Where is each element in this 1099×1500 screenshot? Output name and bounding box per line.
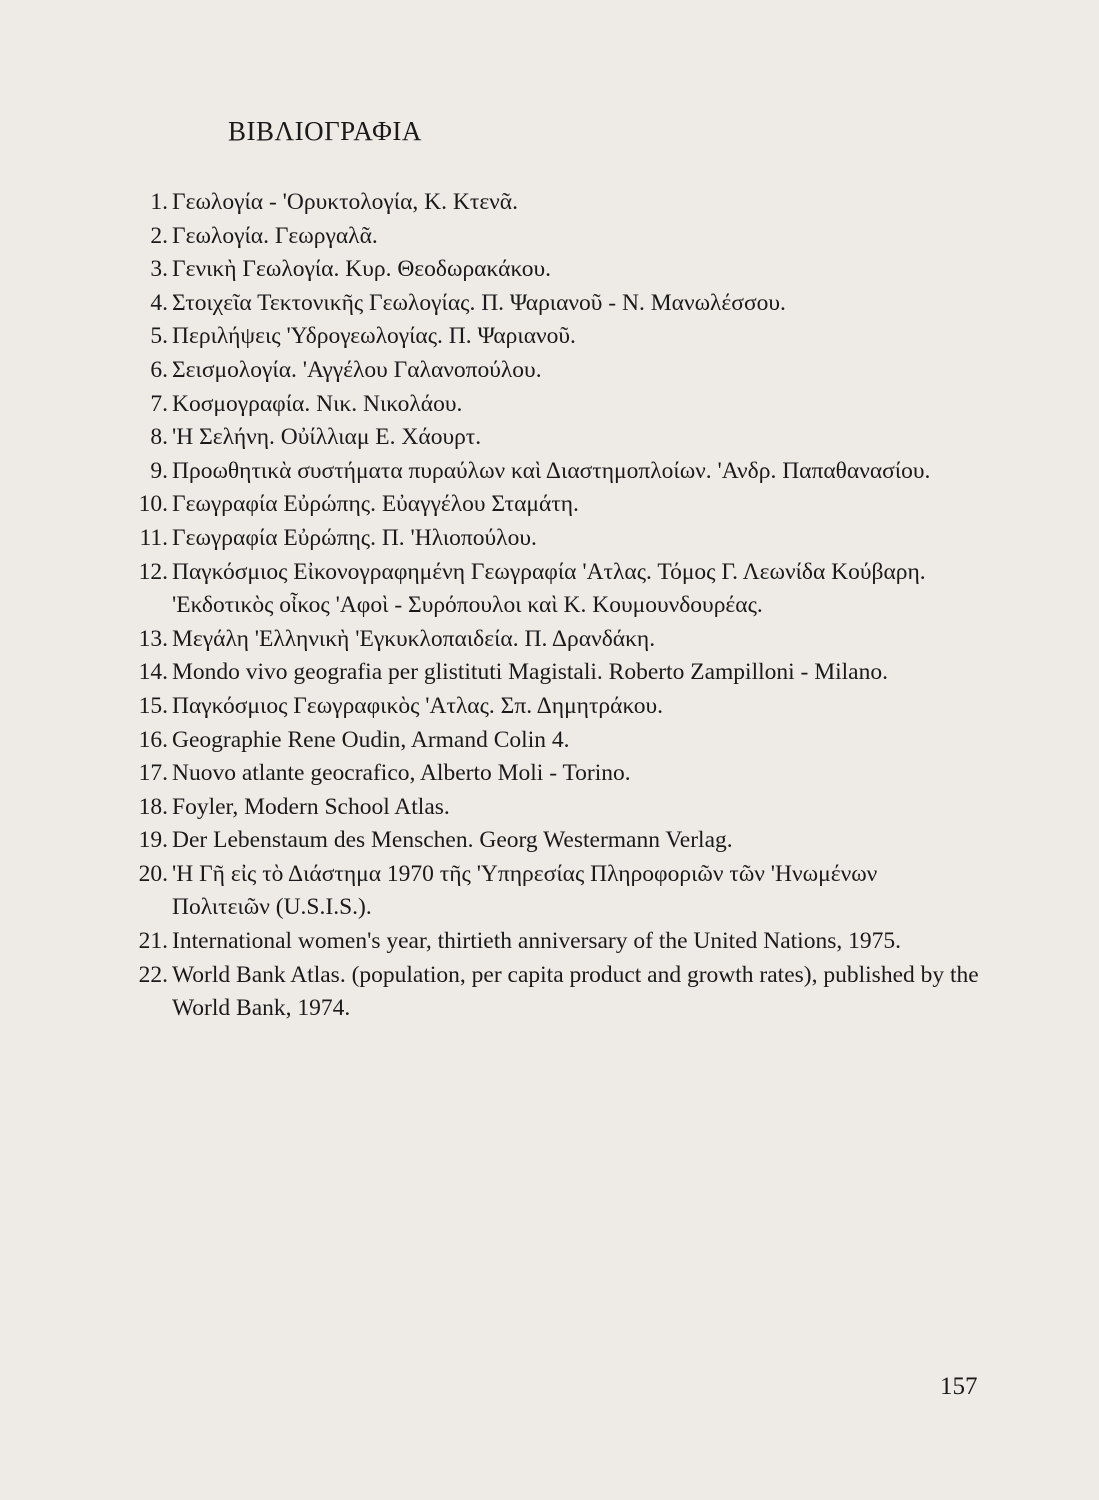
entry-text: Μεγάλη 'Ελληνικὴ 'Εγκυκλοπαιδεία. Π. Δρανδάκη. bbox=[172, 625, 656, 652]
entry-text: Γεωλογία - 'Ορυκτολογία, Κ. Κτενᾶ. bbox=[172, 189, 518, 215]
entry-number: 10. bbox=[138, 491, 168, 518]
entry-number: 13. bbox=[138, 625, 168, 652]
bibliography-entry bbox=[0, 522, 1099, 556]
entry-text: Mondo vivo geografia per glistituti Magistali. Roberto Zampilloni - Milano. bbox=[172, 659, 888, 686]
entry-number: 21. bbox=[138, 928, 168, 955]
entry-text: Der Lebenstaum des Menschen. Georg Westermann Verlag. bbox=[172, 827, 733, 854]
bibliography-entry bbox=[0, 253, 1099, 287]
bibliography-entry bbox=[0, 488, 1099, 522]
entry-number: 22. bbox=[138, 961, 168, 988]
entry-number: 6. bbox=[150, 356, 168, 383]
entry-number: 2. bbox=[150, 222, 168, 249]
entry-number: 15. bbox=[138, 692, 168, 719]
entry-text: World Bank Atlas. (population, per capita product and growth rates), published by the World Bank, 1974. bbox=[172, 961, 979, 1022]
entry-number: 20. bbox=[138, 860, 168, 887]
bibliography-entry bbox=[0, 320, 1099, 354]
bibliography-entry bbox=[0, 354, 1099, 388]
entry-number: 1. bbox=[150, 189, 168, 215]
bibliography-entry bbox=[0, 388, 1099, 422]
bibliography-entry bbox=[0, 824, 1099, 858]
bibliography-entry bbox=[0, 186, 1099, 220]
entry-text: Στοιχεῖα Τεκτονικῆς Γεωλογίας. Π. Ψαριανοῦ - Ν. Μανωλέσσου. bbox=[172, 289, 786, 316]
entry-number: 5. bbox=[150, 323, 168, 350]
entry-text: International women's year, thirtieth anniversary of the United Nations, 1975. bbox=[172, 928, 901, 955]
entry-number: 18. bbox=[138, 793, 168, 820]
entry-text: Γενικὴ Γεωλογία. Κυρ. Θεοδωρακάκου. bbox=[172, 256, 552, 283]
bibliography-entry bbox=[0, 925, 1099, 959]
entry-number: 17. bbox=[138, 760, 168, 787]
bibliography-entry bbox=[0, 623, 1099, 657]
entry-number: 8. bbox=[150, 424, 168, 451]
entry-number: 3. bbox=[150, 256, 168, 283]
entry-number: 9. bbox=[150, 457, 168, 484]
entry-text: Γεωλογία. Γεωργαλᾶ. bbox=[172, 222, 378, 249]
entry-text: Κοσμογραφία. Νικ. Νικολάου. bbox=[172, 390, 463, 417]
bibliography-entry bbox=[0, 791, 1099, 825]
entry-text: Παγκόσμιος Γεωγραφικὸς 'Ατλας. Σπ. Δημητράκου. bbox=[172, 692, 664, 719]
page-number: 157 bbox=[940, 1373, 978, 1400]
entry-text: Σεισμολογία. 'Αγγέλου Γαλανοπούλου. bbox=[172, 356, 542, 383]
bibliography-entry bbox=[0, 455, 1099, 489]
entry-number: 4. bbox=[150, 289, 168, 316]
entry-number: 19. bbox=[138, 827, 168, 854]
bibliography-entry bbox=[0, 220, 1099, 254]
entry-number: 7. bbox=[150, 390, 168, 417]
bibliography-entry bbox=[0, 421, 1099, 455]
bibliography-entry bbox=[0, 724, 1099, 758]
bibliography-entry bbox=[0, 656, 1099, 690]
entry-number: 16. bbox=[138, 726, 168, 753]
entry-text: Προωθητικὰ συστήματα πυραύλων καὶ Διαστημοπλοίων. 'Ανδρ. Παπαθανασίου. bbox=[172, 457, 931, 484]
entry-text: Παγκόσμιος Εἰκονογραφημένη Γεωγραφία 'Ατλας. Τόμος Γ. Λεωνίδα Κούβαρη. 'Εκδοτικὸς οἶκος 'Αφοὶ - Συρόπουλοι καὶ Κ. Κουμουνδουρέας. bbox=[172, 558, 926, 619]
page-title: ΒΙΒΛΙΟΓΡΑΦΙΑ bbox=[228, 116, 422, 146]
entry-text: Περιλήψεις 'Υδρογεωλογίας. Π. Ψαριανοῦ. bbox=[172, 323, 576, 350]
entry-number: 12. bbox=[138, 558, 168, 585]
bibliography-list bbox=[0, 186, 1099, 1026]
entry-text: Geographie Rene Oudin, Armand Colin 4. bbox=[172, 726, 570, 753]
bibliography-entry bbox=[0, 757, 1099, 791]
entry-text: 'Η Σελήνη. Οὐίλλιαμ Ε. Χάουρτ. bbox=[172, 424, 482, 451]
bibliography-entry bbox=[0, 556, 1099, 623]
bibliography-entry bbox=[0, 690, 1099, 724]
entry-text: Γεωγραφία Εὐρώπης. Π. 'Ηλιοπούλου. bbox=[172, 524, 537, 551]
entry-text: Γεωγραφία Εὐρώπης. Εὐαγγέλου Σταμάτη. bbox=[172, 491, 579, 518]
bibliography-entry bbox=[0, 287, 1099, 321]
entry-number: 11. bbox=[139, 524, 168, 551]
bibliography-entry bbox=[0, 858, 1099, 925]
entry-text: 'Η Γῆ εἰς τὸ Διάστημα 1970 τῆς 'Υπηρεσίας Πληροφοριῶν τῶν 'Ηνωμένων Πολιτειῶν (U.S.I.S.). bbox=[172, 860, 878, 921]
bibliography-entry bbox=[0, 959, 1099, 1026]
entry-text: Foyler, Modern School Atlas. bbox=[172, 793, 450, 820]
entry-text: Nuovo atlante geocrafico, Alberto Moli - Torino. bbox=[172, 760, 631, 787]
entry-number: 14. bbox=[138, 659, 168, 686]
